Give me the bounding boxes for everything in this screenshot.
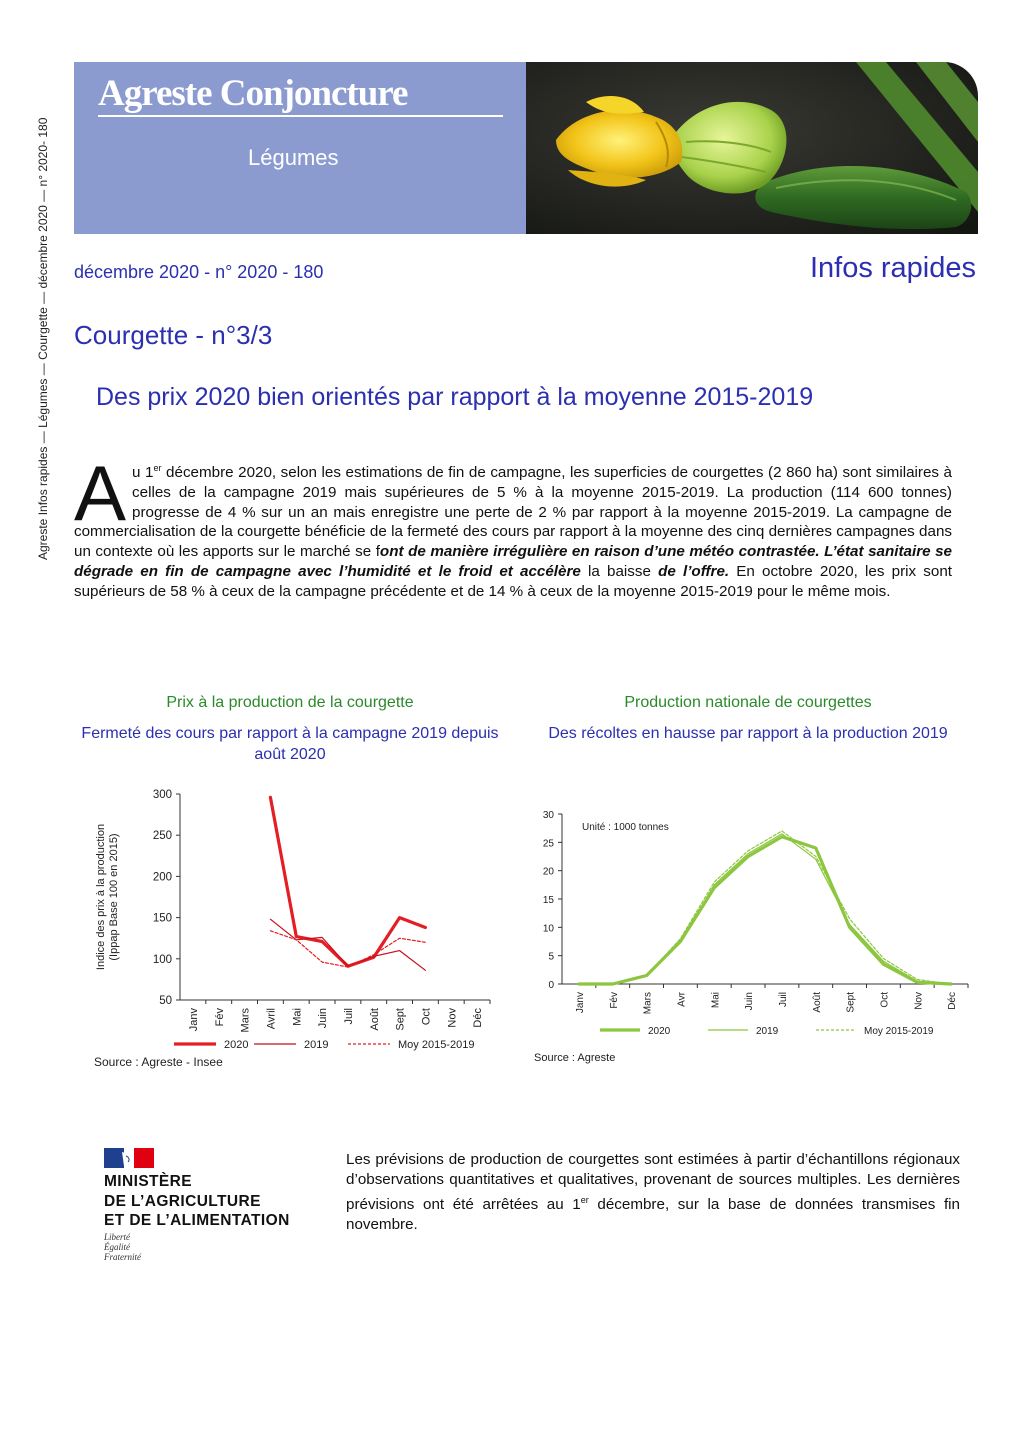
x-tick-label: Août xyxy=(368,1008,381,1031)
french-flag-icon xyxy=(104,1148,154,1168)
legend-label: 2019 xyxy=(304,1039,329,1051)
chart1-title: Prix à la production de la courgette xyxy=(166,694,414,711)
body-bold-1: ont de manière irrégulière en raison d’une météo contrastée. L’état sanitaire se dégrade en fin de campagne avec l’humidité et le froid et accélère xyxy=(74,543,952,581)
x-tick-label: Déc xyxy=(947,992,959,1010)
body-sup: er xyxy=(153,463,162,473)
series-line-2020 xyxy=(270,797,425,966)
y-tick-label: 300 xyxy=(152,789,172,801)
ministry-line-3: ET DE L’ALIMENTATION xyxy=(104,1212,290,1229)
body-part-1: u 1 xyxy=(132,464,154,482)
x-tick-label: Janv xyxy=(187,1008,200,1032)
y-tick-label: 250 xyxy=(152,830,172,843)
body-part-4: En octobre 2020, les prix sont supérieurs de 58 % à ceux de la campagne précédente et de 14 % à ceux de la moyenne 2015-2019 pour le même mois. xyxy=(74,563,952,600)
x-tick-label: Août xyxy=(811,992,823,1013)
x-tick-label: Nov xyxy=(913,992,925,1010)
x-tick-label: Juin xyxy=(317,1008,330,1029)
ministry-name xyxy=(104,1172,290,1231)
legend-label: 2019 xyxy=(756,1026,779,1037)
x-tick-label: Avr xyxy=(676,992,688,1007)
x-tick-label: Fév xyxy=(213,1008,226,1027)
y-axis-label: Indice des prix à la production(Ippap Base 100 en 2015) xyxy=(95,823,120,971)
y-tick-label: 150 xyxy=(152,912,172,925)
methodology-sup: er xyxy=(580,1195,589,1205)
y-tick-label: 20 xyxy=(542,866,554,878)
x-tick-label: Mars xyxy=(642,992,654,1015)
x-tick-label: Juil xyxy=(777,992,789,1008)
y-tick-label: 200 xyxy=(152,871,172,884)
chart1-source: Source : Agreste - Insee xyxy=(94,1055,223,1069)
x-tick-label: Oct xyxy=(420,1008,433,1026)
chart2-source: Source : Agreste xyxy=(534,1052,616,1064)
body-part-3: la baisse xyxy=(580,563,659,581)
price-chart xyxy=(80,780,510,1080)
republic-motto xyxy=(104,1232,141,1262)
x-tick-label: Déc xyxy=(472,1008,485,1028)
ministry-line-2: DE L’AGRICULTURE xyxy=(104,1192,261,1210)
legend-label: 2020 xyxy=(648,1026,671,1037)
y-tick-label: 30 xyxy=(542,810,554,821)
series-line-moy-2015-2019 xyxy=(270,931,425,967)
brand-underline xyxy=(98,115,503,117)
zucchini-flower-image xyxy=(526,62,978,234)
x-tick-label: Juin xyxy=(744,992,756,1011)
y-tick-label: 0 xyxy=(548,980,554,991)
x-tick-label: Mai xyxy=(710,992,722,1009)
motto-line-2: Égalité xyxy=(104,1242,130,1252)
motto-line-3: Fraternité xyxy=(104,1252,141,1262)
motto-line-1: Liberté xyxy=(104,1232,130,1242)
x-tick-label: Juil xyxy=(342,1008,355,1025)
chart1-subtitle: Fermeté des cours par rapport à la campagne 2019 depuis août 2020 xyxy=(81,725,499,763)
series-line-2020 xyxy=(579,837,951,984)
methodology-text-a: Les prévisions de production de courgettes sont estimées à partir d’échantillons régionaux d’observations quantitatives et qualitatives, provenant de sources multiples. Les dernières prévisions ont été arrêtées au 1 xyxy=(346,1151,960,1214)
chart2-title: Production nationale de courgettes xyxy=(624,694,872,711)
marianne-logo xyxy=(104,1148,154,1173)
chart2-unit-annotation: Unité : 1000 tonnes xyxy=(582,822,669,833)
legend-label: 2020 xyxy=(224,1039,249,1051)
series-line-2019 xyxy=(579,834,951,984)
y-tick-label: 25 xyxy=(542,838,554,850)
y-tick-label: 15 xyxy=(542,895,554,906)
legend-label: Moy 2015-2019 xyxy=(398,1039,475,1051)
legend-label: Moy 2015-2019 xyxy=(864,1026,934,1037)
x-tick-label: Mars xyxy=(239,1008,252,1033)
y-tick-label: 50 xyxy=(159,995,172,1007)
issue-line: décembre 2020 - n° 2020 - 180 xyxy=(74,262,324,282)
banner-photo xyxy=(526,62,978,234)
ministry-line-1: MINISTÈRE xyxy=(104,1173,192,1190)
methodology-text-b: décembre, sur la base de données transmises fin novembre. xyxy=(346,1196,960,1234)
side-running-title: Agreste Infos rapides — Légumes — Courgette — décembre 2020 — n° 2020- 180 xyxy=(36,117,50,560)
y-tick-label: 10 xyxy=(542,923,554,935)
drop-cap: A xyxy=(74,449,127,537)
x-tick-label: Sept xyxy=(394,1008,407,1031)
body-bold-2: de l’offre. xyxy=(658,563,730,581)
brand-logo: Agreste Conjoncture xyxy=(98,73,408,114)
banner-subtitle: Légumes xyxy=(248,145,339,170)
page-subtitle: Des prix 2020 bien orientés par rapport à la moyenne 2015-2019 xyxy=(96,383,814,411)
y-tick-label: 100 xyxy=(152,953,172,966)
chart2-subtitle: Des récoltes en hausse par rapport à la production 2019 xyxy=(548,725,948,742)
x-tick-label: Janv xyxy=(574,992,586,1014)
x-tick-label: Avril xyxy=(265,1008,278,1030)
page-title: Courgette - n°3/3 xyxy=(74,320,273,350)
x-tick-label: Oct xyxy=(879,992,891,1008)
x-tick-label: Nov xyxy=(446,1008,459,1028)
body-paragraph xyxy=(74,449,952,602)
x-tick-label: Fév xyxy=(608,992,620,1009)
series-line-moy-2015-2019 xyxy=(579,831,951,984)
infos-rapides-label: Infos rapides xyxy=(809,252,976,284)
body-part-2: décembre 2020, selon les estimations de fin de campagne, les superficies de courgettes (2 860 ha) sont similaires à celles de la campagne 2019 mais supérieures de 5 % à la moyenne 2015-2019. La production (114 600 tonnes) progresse de 4 % sur un an mais enregistre une perte de 2 % par rapport à la moyenne 2015-2019. La campagne de commercialisation de la courgette bénéficie de la fermeté des cours par rapport à la moyenne des cinq dernières campagnes dans un contexte où les apports sur le marché se f xyxy=(74,464,952,561)
x-tick-label: Mai xyxy=(291,1008,304,1026)
y-tick-label: 5 xyxy=(548,951,554,963)
methodology-note xyxy=(346,1150,960,1235)
production-chart xyxy=(520,800,980,1070)
x-tick-label: Sept xyxy=(845,992,857,1013)
